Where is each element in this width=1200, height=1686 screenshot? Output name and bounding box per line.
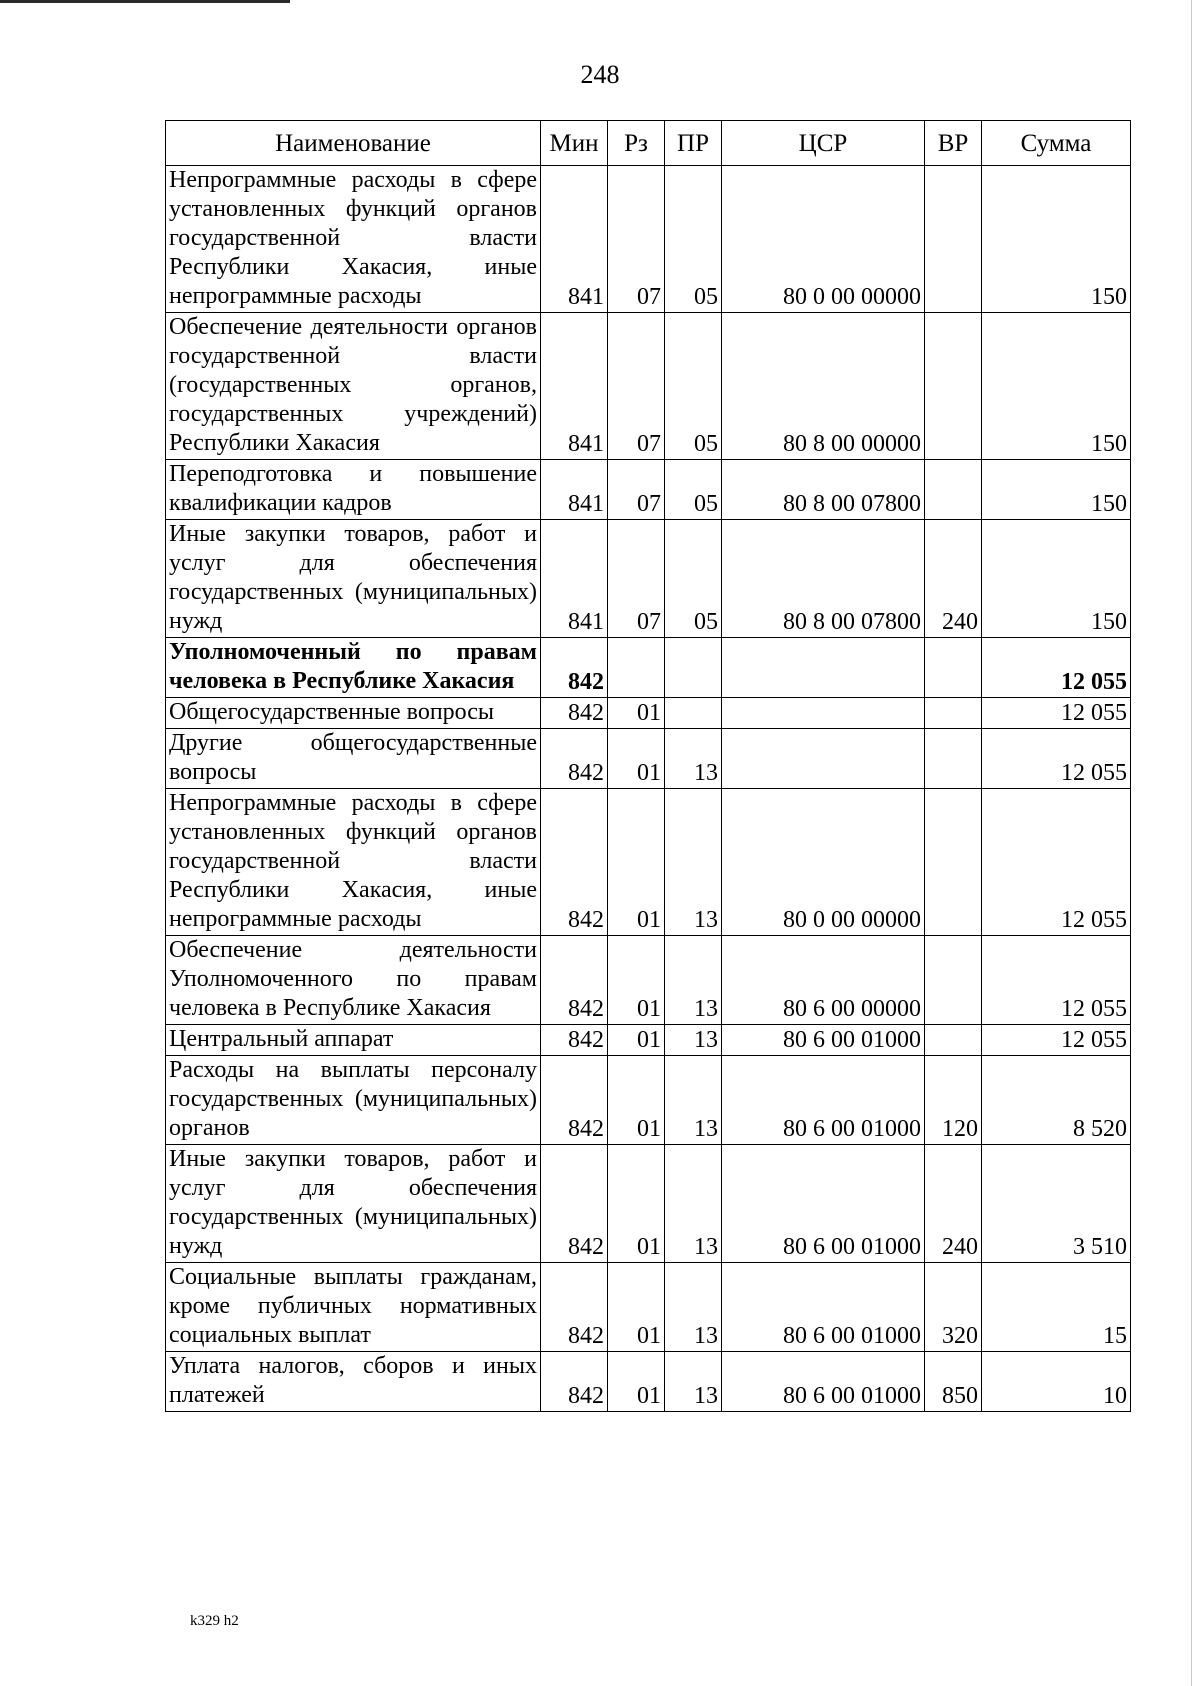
cell-pr: 13 xyxy=(665,789,722,936)
cell-sum: 3 510 xyxy=(982,1145,1131,1263)
cell-min: 842 xyxy=(541,1263,608,1352)
cell-sum: 10 xyxy=(982,1352,1131,1412)
cell-sum: 8 520 xyxy=(982,1056,1131,1145)
cell-pr: 05 xyxy=(665,460,722,520)
cell-sum: 150 xyxy=(982,460,1131,520)
cell-csr xyxy=(722,638,925,698)
cell-sum: 12 055 xyxy=(982,1025,1131,1056)
header-vr: ВР xyxy=(925,121,982,166)
cell-min: 842 xyxy=(541,1056,608,1145)
cell-name: Центральный аппарат xyxy=(166,1025,541,1056)
table-row xyxy=(166,313,1131,460)
cell-pr xyxy=(665,638,722,698)
budget-table xyxy=(165,120,1131,1412)
cell-name: Обеспечение деятельности органов государственной власти (государственных органов, государственных учреждений) Республики Хакасия xyxy=(166,313,541,460)
table-row xyxy=(166,520,1131,638)
cell-csr xyxy=(722,729,925,789)
cell-rz: 01 xyxy=(608,698,665,729)
cell-csr: 80 6 00 01000 xyxy=(722,1145,925,1263)
cell-csr: 80 6 00 01000 xyxy=(722,1263,925,1352)
cell-vr xyxy=(925,313,982,460)
cell-pr: 05 xyxy=(665,313,722,460)
table-row xyxy=(166,1352,1131,1412)
cell-csr: 80 8 00 00000 xyxy=(722,313,925,460)
cell-csr: 80 8 00 07800 xyxy=(722,460,925,520)
cell-vr xyxy=(925,460,982,520)
header-min: Мин xyxy=(541,121,608,166)
cell-csr: 80 6 00 01000 xyxy=(722,1056,925,1145)
cell-min: 841 xyxy=(541,313,608,460)
cell-vr xyxy=(925,638,982,698)
cell-vr: 240 xyxy=(925,520,982,638)
cell-sum: 12 055 xyxy=(982,729,1131,789)
cell-name: Социальные выплаты гражданам, кроме публичных нормативных социальных выплат xyxy=(166,1263,541,1352)
cell-vr: 120 xyxy=(925,1056,982,1145)
cell-vr xyxy=(925,729,982,789)
cell-csr: 80 0 00 00000 xyxy=(722,789,925,936)
table-row xyxy=(166,698,1131,729)
cell-min: 842 xyxy=(541,936,608,1025)
header-pr: ПР xyxy=(665,121,722,166)
table-row xyxy=(166,1056,1131,1145)
cell-csr: 80 6 00 00000 xyxy=(722,936,925,1025)
cell-rz: 07 xyxy=(608,460,665,520)
cell-min: 842 xyxy=(541,729,608,789)
cell-rz: 01 xyxy=(608,1263,665,1352)
header-rz: Рз xyxy=(608,121,665,166)
cell-vr xyxy=(925,166,982,313)
cell-vr xyxy=(925,1025,982,1056)
cell-csr xyxy=(722,698,925,729)
cell-min: 842 xyxy=(541,698,608,729)
cell-sum: 150 xyxy=(982,166,1131,313)
cell-pr: 13 xyxy=(665,1352,722,1412)
cell-pr: 13 xyxy=(665,1056,722,1145)
cell-sum: 15 xyxy=(982,1263,1131,1352)
cell-name: Иные закупки товаров, работ и услуг для обеспечения государственных (муниципальных) нужд xyxy=(166,1145,541,1263)
cell-rz: 01 xyxy=(608,1145,665,1263)
cell-min: 842 xyxy=(541,1025,608,1056)
cell-sum: 150 xyxy=(982,520,1131,638)
cell-pr: 13 xyxy=(665,1145,722,1263)
table-row xyxy=(166,1263,1131,1352)
cell-vr xyxy=(925,936,982,1025)
table-row xyxy=(166,166,1131,313)
table-row xyxy=(166,638,1131,698)
cell-min: 841 xyxy=(541,460,608,520)
cell-min: 842 xyxy=(541,789,608,936)
cell-csr: 80 6 00 01000 xyxy=(722,1025,925,1056)
cell-min: 842 xyxy=(541,1145,608,1263)
cell-name: Уполномоченный по правам человека в Республике Хакасия xyxy=(166,638,541,698)
cell-min: 841 xyxy=(541,520,608,638)
table-row xyxy=(166,1025,1131,1056)
cell-rz: 01 xyxy=(608,936,665,1025)
table-row xyxy=(166,460,1131,520)
table-row xyxy=(166,789,1131,936)
cell-vr xyxy=(925,789,982,936)
cell-sum: 12 055 xyxy=(982,936,1131,1025)
cell-vr: 240 xyxy=(925,1145,982,1263)
table-header-row xyxy=(166,121,1131,166)
cell-pr: 05 xyxy=(665,166,722,313)
cell-sum: 150 xyxy=(982,313,1131,460)
cell-rz: 07 xyxy=(608,520,665,638)
cell-name: Переподготовка и повышение квалификации кадров xyxy=(166,460,541,520)
cell-name: Обеспечение деятельности Уполномоченного по правам человека в Республике Хакасия xyxy=(166,936,541,1025)
cell-rz: 01 xyxy=(608,729,665,789)
header-name: Наименование xyxy=(166,121,541,166)
table-row xyxy=(166,936,1131,1025)
cell-rz: 07 xyxy=(608,166,665,313)
cell-min: 841 xyxy=(541,166,608,313)
table-row xyxy=(166,1145,1131,1263)
table-row xyxy=(166,729,1131,789)
cell-pr: 13 xyxy=(665,936,722,1025)
table-body xyxy=(166,166,1131,1412)
cell-pr: 05 xyxy=(665,520,722,638)
cell-name: Другие общегосударственные вопросы xyxy=(166,729,541,789)
cell-rz: 01 xyxy=(608,1352,665,1412)
cell-min: 842 xyxy=(541,638,608,698)
header-csr: ЦСР xyxy=(722,121,925,166)
cell-name: Уплата налогов, сборов и иных платежей xyxy=(166,1352,541,1412)
cell-pr: 13 xyxy=(665,1025,722,1056)
cell-rz: 01 xyxy=(608,1056,665,1145)
cell-vr xyxy=(925,698,982,729)
cell-pr: 13 xyxy=(665,1263,722,1352)
cell-sum: 12 055 xyxy=(982,698,1131,729)
page-number: 248 xyxy=(580,60,620,89)
cell-csr: 80 0 00 00000 xyxy=(722,166,925,313)
cell-vr: 850 xyxy=(925,1352,982,1412)
cell-name: Иные закупки товаров, работ и услуг для обеспечения государственных (муниципальных) нужд xyxy=(166,520,541,638)
cell-name: Непрограммные расходы в сфере установленных функций органов государственной власти Республики Хакасия, иные непрограммные расходы xyxy=(166,166,541,313)
cell-rz: 01 xyxy=(608,789,665,936)
cell-rz xyxy=(608,638,665,698)
cell-name: Расходы на выплаты персоналу государственных (муниципальных) органов xyxy=(166,1056,541,1145)
scan-edge-top xyxy=(0,0,290,3)
cell-min: 842 xyxy=(541,1352,608,1412)
footer-code: k329 h2 xyxy=(190,1613,239,1629)
cell-vr: 320 xyxy=(925,1263,982,1352)
cell-rz: 07 xyxy=(608,313,665,460)
cell-pr xyxy=(665,698,722,729)
cell-name: Непрограммные расходы в сфере установленных функций органов государственной власти Республики Хакасия, иные непрограммные расходы xyxy=(166,789,541,936)
scan-edge-right xyxy=(1191,0,1192,1686)
cell-name: Общегосударственные вопросы xyxy=(166,698,541,729)
cell-csr: 80 6 00 01000 xyxy=(722,1352,925,1412)
header-sum: Сумма xyxy=(982,121,1131,166)
cell-csr: 80 8 00 07800 xyxy=(722,520,925,638)
cell-rz: 01 xyxy=(608,1025,665,1056)
cell-sum: 12 055 xyxy=(982,789,1131,936)
cell-pr: 13 xyxy=(665,729,722,789)
cell-sum: 12 055 xyxy=(982,638,1131,698)
